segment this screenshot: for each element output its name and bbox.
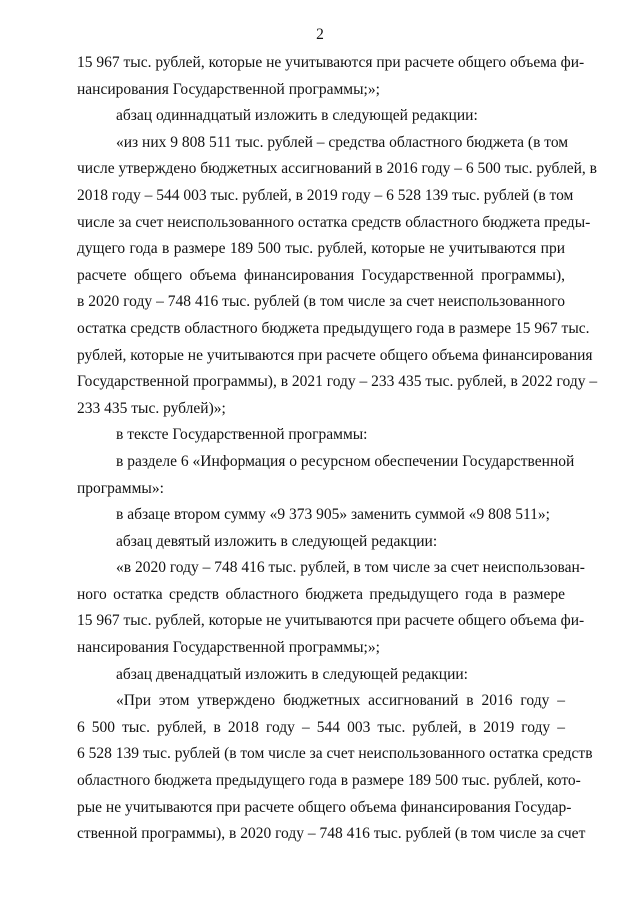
page-number: 2 (316, 26, 324, 43)
text-line: абзац девятый изложить в следующей редакции: (116, 532, 438, 550)
text-line: рублей, которые не учитываются при расчете общего объема финансирования (77, 346, 593, 364)
text-line: абзац двенадцатый изложить в следующей редакции: (116, 665, 468, 683)
text-line: областного бюджета предыдущего года в размере 189 500 тыс. рублей, кото- (77, 772, 581, 790)
text-line: 15 967 тыс. рублей, которые не учитываются при расчете общего объема фи- (77, 612, 585, 630)
document-body (77, 50, 598, 848)
text-line: расчете общего объема финансирования Государственной программы), (77, 266, 565, 284)
text-line: дущего года в размере 189 500 тыс. рублей, которые не учитываются при (77, 240, 565, 258)
text-line: в 2020 году – 748 416 тыс. рублей (в том числе за счет неиспользованного (77, 293, 565, 311)
text-line: 233 435 тыс. рублей)»; (77, 399, 226, 417)
text-line: «в 2020 году – 748 416 тыс. рублей, в том числе за счет неиспользован- (116, 559, 585, 577)
text-line: остатка средств областного бюджета предыдущего года в размере 15 967 тыс. (77, 319, 590, 337)
text-line: в абзаце втором сумму «9 373 905» заменить суммой «9 808 511»; (116, 506, 550, 524)
text-line: ственной программы), в 2020 году – 748 416 тыс. рублей (в том числе за счет (77, 825, 586, 843)
text-line: 6 528 139 тыс. рублей (в том числе за счет неиспользованного остатка средств (77, 745, 593, 763)
text-line: 6 500 тыс. рублей, в 2018 году – 544 003 тыс. рублей, в 2019 году – (77, 718, 565, 736)
text-line: нансирования Государственной программы;»; (77, 80, 380, 98)
text-line: «При этом утверждено бюджетных ассигнований в 2016 году – (116, 692, 565, 710)
text-line: программы»: (77, 479, 164, 497)
text-line: нансирования Государственной программы;»; (77, 639, 380, 657)
text-line: числе утверждено бюджетных ассигнований в 2016 году – 6 500 тыс. рублей, в (77, 160, 597, 178)
text-line: в тексте Государственной программы: (116, 426, 368, 444)
text-line: в разделе 6 «Информация о ресурсном обеспечении Государственной (116, 452, 575, 470)
text-line: числе за счет неиспользованного остатка средств областного бюджета преды- (77, 213, 591, 231)
text-line: рые не учитываются при расчете общего объема финансирования Государ- (77, 798, 572, 816)
text-line: Государственной программы), в 2021 году – 233 435 тыс. рублей, в 2022 году – (77, 373, 598, 391)
text-line: 2018 году – 544 003 тыс. рублей, в 2019 году – 6 528 139 тыс. рублей (в том (77, 186, 574, 204)
text-line: «из них 9 808 511 тыс. рублей – средства областного бюджета (в том (116, 133, 569, 151)
text-line: ного остатка средств областного бюджета предыдущего года в размере (77, 585, 565, 603)
text-line: абзац одиннадцатый изложить в следующей редакции: (116, 107, 478, 125)
text-line: 15 967 тыс. рублей, которые не учитываются при расчете общего объема фи- (77, 54, 585, 71)
